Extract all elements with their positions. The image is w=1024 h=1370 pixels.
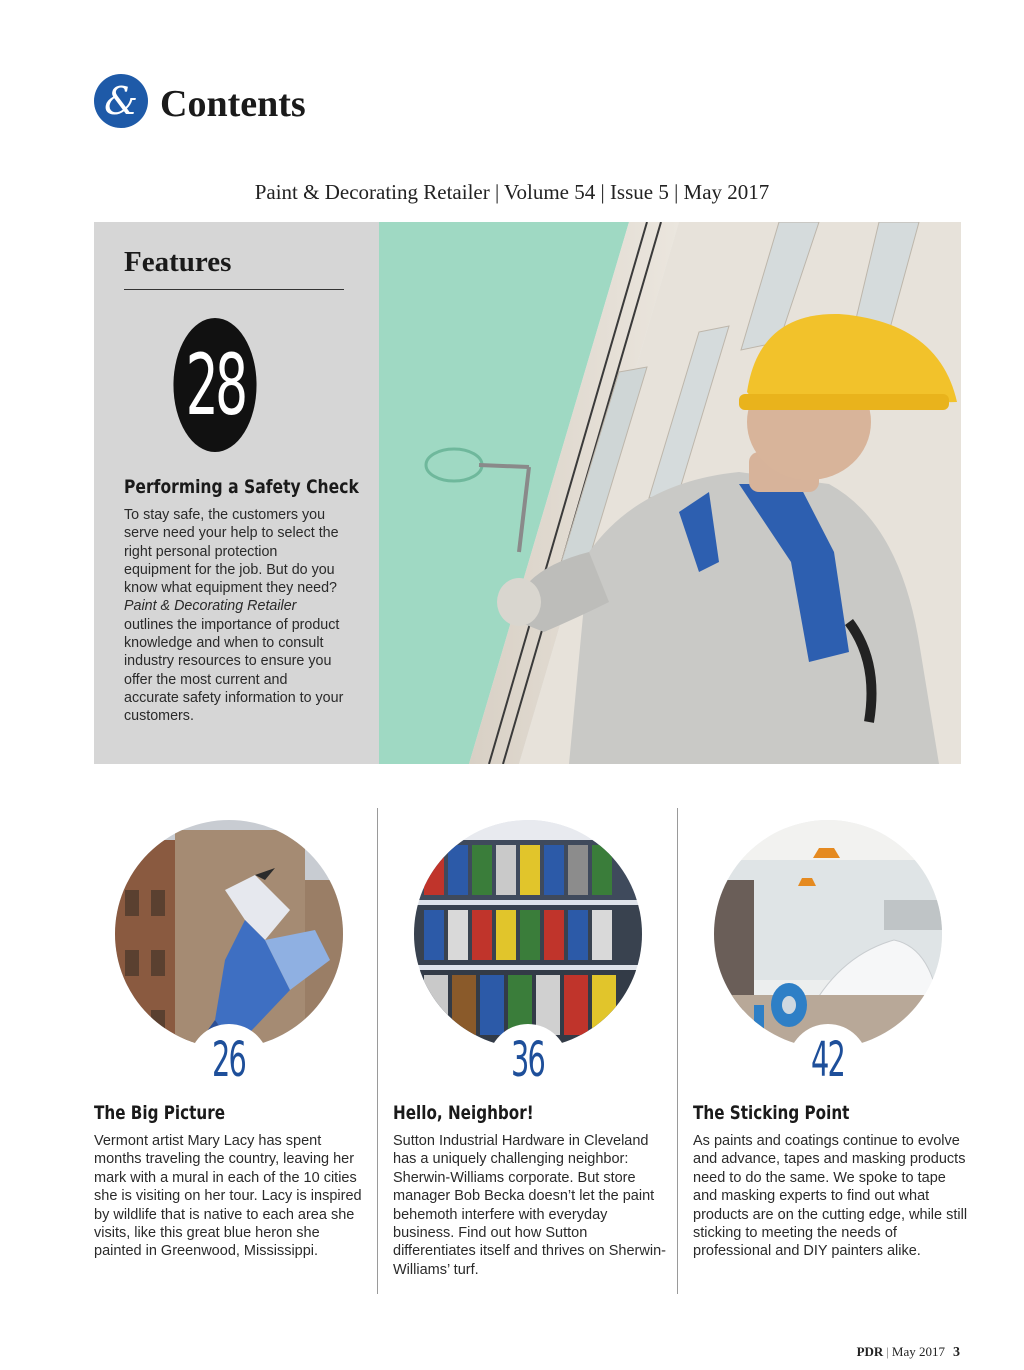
article-thumbnail-masking-tape[interactable] xyxy=(714,820,942,1048)
article-description: Sutton Industrial Hardware in Cleveland has a uniquely challenging neighbor: Sherwin-Williams corporate. But store manager Bob Becka doesn’t let the paint behemoth interfere with everyday business. Find out how Sutton differentiates itself and thrives on Sherwin-Williams’ turf. xyxy=(393,1133,666,1278)
page-title: Contents xyxy=(160,83,306,125)
footer-date: May 2017 xyxy=(891,1344,945,1359)
column-divider xyxy=(377,808,378,1294)
article-page-number: 36 xyxy=(488,1024,568,1104)
article-thumbnail-heron-mural[interactable] xyxy=(115,820,343,1048)
article-title[interactable]: The Big Picture xyxy=(94,1102,226,1124)
article-title[interactable]: Hello, Neighbor! xyxy=(393,1102,534,1124)
features-heading: Features xyxy=(124,246,232,278)
page-number: 3 xyxy=(953,1345,960,1360)
footer-publication: PDR xyxy=(856,1344,884,1359)
feature-photo-painter xyxy=(379,222,961,764)
article-title[interactable]: The Sticking Point xyxy=(693,1102,850,1124)
svg-text:&: & xyxy=(104,79,138,123)
column-divider xyxy=(677,808,678,1294)
article-page-number: 26 xyxy=(189,1024,269,1104)
article-description: Vermont artist Mary Lacy has spent months traveling the country, leaving her mark with a mural in each of the 10 cities she is visiting on her tour. Lacy is inspired by wildlife that is native to each area she visits, like this great blue heron she painted in Greenwood, Mississippi. xyxy=(94,1133,362,1260)
feature-description-publication: Paint & Decorating Retailer xyxy=(124,598,297,615)
masthead: Paint & Decorating Retailer | Volume 54 | Issue 5 | May 2017 xyxy=(254,180,770,204)
features-panel xyxy=(94,222,379,764)
article-thumbnail-paint-aisle[interactable] xyxy=(414,820,642,1048)
feature-description xyxy=(124,506,346,726)
feature-page-number: 28 xyxy=(173,318,256,452)
footer-separator: | xyxy=(886,1344,889,1359)
feature-title[interactable]: Performing a Safety Check xyxy=(124,476,359,498)
article-description: As paints and coatings continue to evolve and advance, tapes and masking products need to do the same. We spoke to tape and masking experts to find out what products are on the cutting edge, while still sticking to meeting the needs of professional and DIY painters alike. xyxy=(693,1133,968,1260)
page-footer xyxy=(857,1344,960,1361)
article-page-number: 42 xyxy=(788,1024,868,1104)
ampersand-logo-icon xyxy=(94,74,148,128)
feature-description-rest: outlines the importance of product knowledge and when to consult industry resources to ensure you offer the most current and accurate safety information to your customers. xyxy=(124,616,344,725)
features-divider xyxy=(124,289,344,290)
feature-description-intro: To stay safe, the customers you serve need your help to select the right personal protection equipment for the job. But do you know what equipment they need? xyxy=(124,507,339,597)
